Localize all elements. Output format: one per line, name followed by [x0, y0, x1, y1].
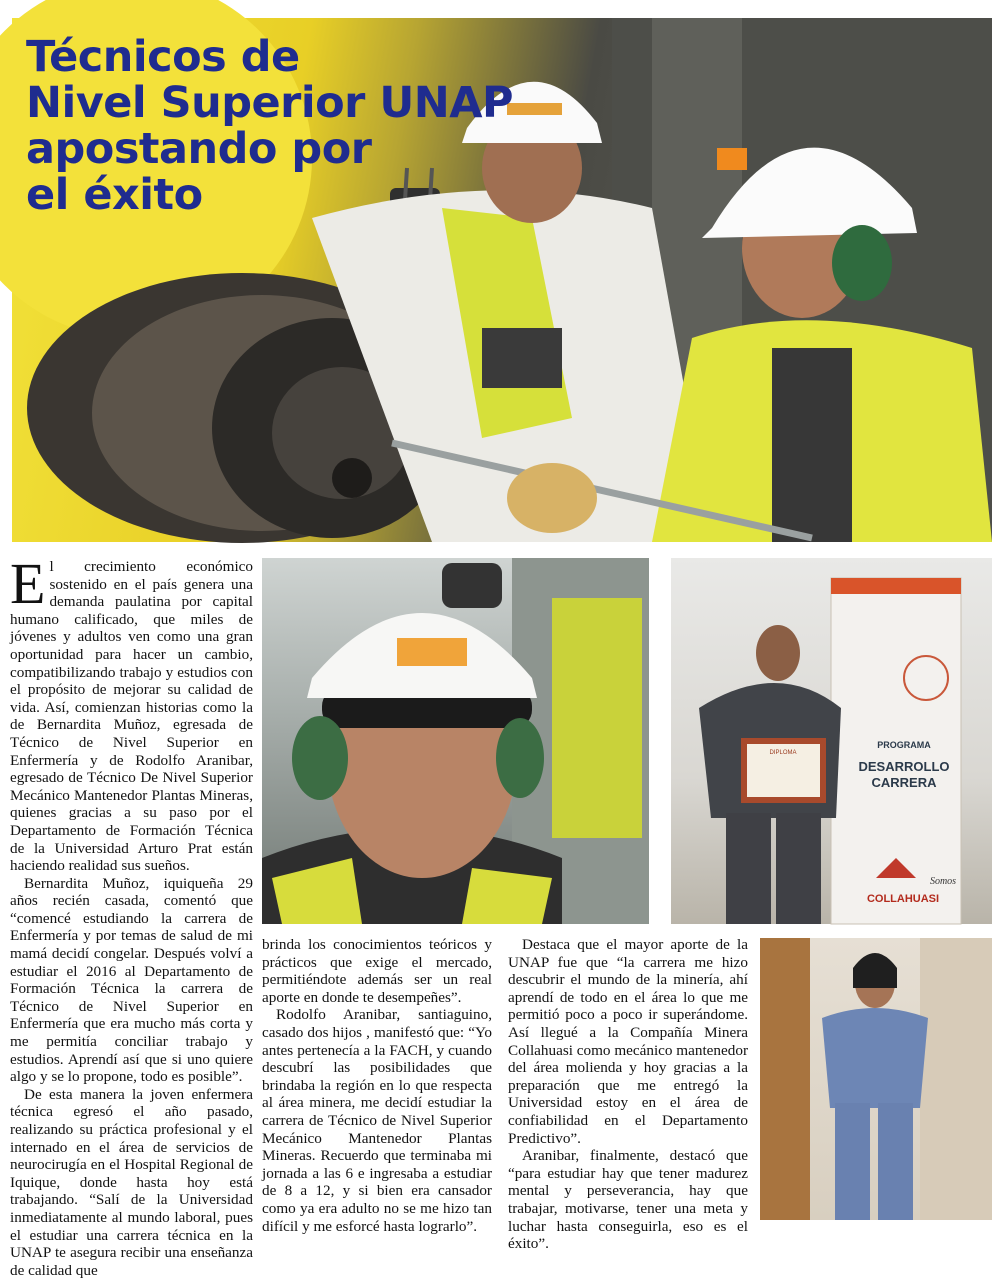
article-paragraph-4: brinda los conocimientos teóricos y prácticos que exige el mercado, permitiéndote además ser un real aporte en donde te desempeñes”. [262, 936, 492, 1006]
headline-line-4: el éxito [26, 170, 203, 220]
nurse-photo [760, 938, 992, 1220]
hero-photo [12, 18, 992, 542]
banner-carrera: CARRERA [871, 775, 937, 790]
diploma-illustration [671, 558, 992, 924]
banner-somos: Somos [929, 876, 957, 887]
headline-line-1: Técnicos de [26, 32, 300, 82]
diploma-heading: DIPLOMA [769, 750, 797, 756]
banner-desarrollo: DESARROLLO [858, 759, 950, 774]
article-column-1 [10, 551, 253, 1279]
article-column-2 [262, 936, 492, 1235]
article-paragraph-1 [10, 551, 253, 875]
article-paragraph-6: Destaca que el mayor aporte de la UNAP fue que “la carrera me hizo descubrir el mundo de la minería, ahí aprendí de todo en el área lo que me permitió poco a poco ir superándome. Así llegué a la Compañía Minera Collahuasi como mecánico mantenedor del área molienda y hoy gracias a la preparación que me entregó la Universidad estoy en el área de confiabilidad en el Departamento Predictivo”. [508, 936, 748, 1147]
diploma-photo [671, 558, 992, 924]
paragraph-1-text: l crecimiento económico sostenido en el país genera una demanda paulatina por capital humano calificado, que miles de jóvenes y adultos ven como una gran oportunidad para hacer un cambio, compatibilizando trabajo y estudios con el propósito de mejorar su calidad de vida. Así, comienzan historias como la de Bernardita Muñoz, egresada de Técnico de Nivel Superior en Enfermería y de Rodolfo Aranibar, egresado de Técnico De Nivel Superior Mecánico Mantenedor Plantas Mineras, quienes gracias a su paso por el Departamento de Formación Técnica de la Universidad Arturo Prat están haciendo realidad sus sueños. [10, 558, 253, 875]
headline-line-2: Nivel Superior UNAP [26, 78, 514, 128]
headline-line-3: apostando por [26, 124, 372, 174]
article-paragraph-7: Aranibar, finalmente, destacó que “para estudiar hay que tener madurez mental y perseverancia, hay que trabajar, motivarse, tener una meta y luchar hasta conseguirla, eso es el éxito”. [508, 1147, 748, 1253]
worker-portrait-illustration [262, 558, 649, 924]
article-paragraph-3: De esta manera la joven enfermera técnica egresó el año pasado, realizando su práctica profesional y el internado en el área de servicios de neurocirugía en el Hospital Regional de Iquique, donde hasta hoy está trabajando. “Salí de la Universidad inmediatamente al mundo laboral, pues el estudiar una carrera técnica en la UNAP te asegura recibir una enseñanza de calidad que [10, 1085, 253, 1279]
nurse-illustration [760, 938, 992, 1220]
article-paragraph-2: Bernardita Muñoz, iquiqueña 29 años recién casada, comentó que “comencé estudiando la carrera de Enfermería y por temas de salud de mi mamá decidí congelar. Después volví a estudiar el 2016 al Departamento de Formación Técnica la carrera de Técnico de Nivel Superior en Enfermería que era mucho más corta y me permitía conciliar trabajo y estudios. Aprendí así que si uno quiere algo y se lo propone, todo es posible”. [10, 874, 253, 1086]
banner-programa: PROGRAMA [877, 740, 931, 750]
article-column-3 [508, 936, 748, 1253]
headline [26, 34, 513, 218]
article-paragraph-5: Rodolfo Aranibar, santiaguino, casado dos hijos , manifestó que: “Yo antes pertenecía a la FACH, y cuando descubrí las posibilidades que brindaba la región en lo que respecta al área minera, me decidí estudiar la carrera de Técnico de Nivel Superior Mecánico Mantenedor Plantas Mineras. Recuerdo que terminaba mi jornada a las 6 e ingresaba a estudiar de 8 a 12, y si bien era cansador como ya era adulto no se me hizo tan difícil y me esforcé hasta lograrlo”. [262, 1006, 492, 1235]
banner-collahuasi: COLLAHUASI [866, 893, 940, 905]
worker-portrait-photo [262, 558, 649, 924]
drop-cap: E [10, 551, 46, 616]
